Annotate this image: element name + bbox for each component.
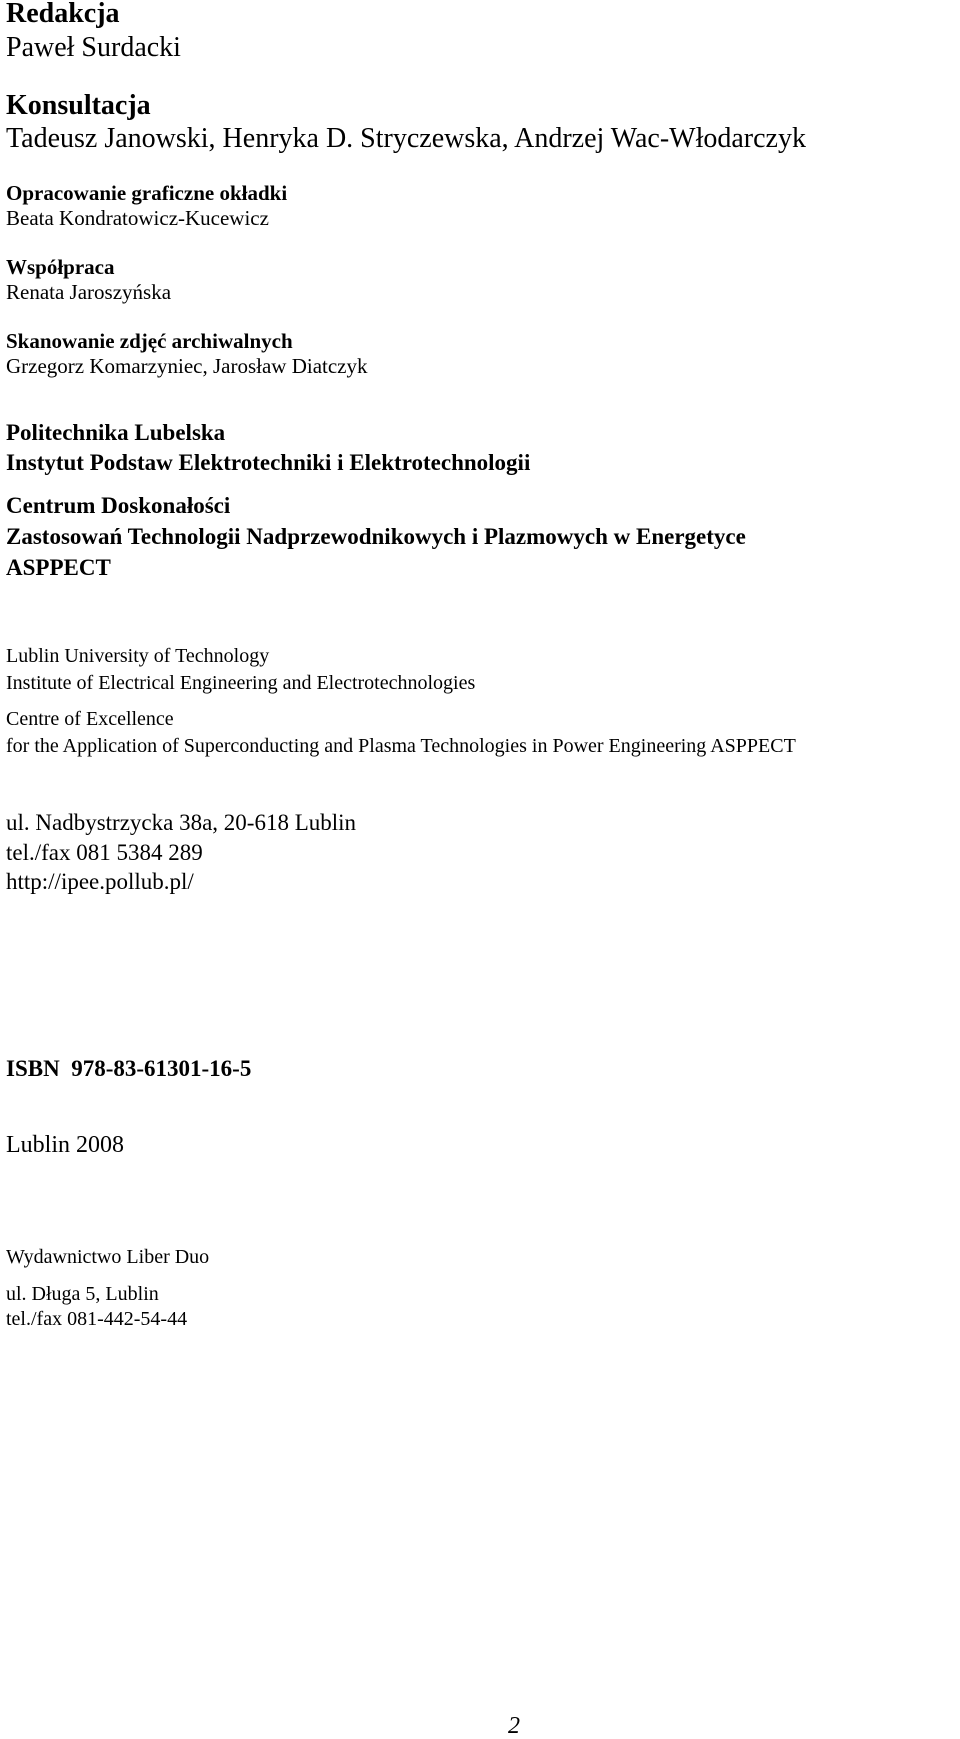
publisher-name: Wydawnictwo Liber Duo <box>6 1246 210 1268</box>
cooperation-name: Renata Jaroszyńska <box>6 280 172 304</box>
scanning-label: Skanowanie zdjęć archiwalnych <box>6 329 293 353</box>
institute-en: Institute of Electrical Engineering and Electrotechnologies <box>6 672 476 694</box>
centre-full-pl: Zastosowań Technologii Nadprzewodnikowych i Plazmowych w Energetyce <box>6 524 746 549</box>
contact-website[interactable]: http://ipee.pollub.pl/ <box>6 869 194 894</box>
contact-address: ul. Nadbystrzycka 38a, 20-618 Lublin <box>6 810 357 835</box>
scanning-names: Grzegorz Komarzyniec, Jarosław Diatczyk <box>6 354 368 378</box>
centre-en: Centre of Excellence <box>6 708 174 730</box>
isbn: ISBN 978-83-61301-16-5 <box>6 1056 252 1081</box>
centre-full-en: for the Application of Superconducting and Plasma Technologies in Power Engineering ASPPECT <box>6 735 796 757</box>
acronym-pl: ASPPECT <box>6 555 111 580</box>
publisher-phone: tel./fax 081-442-54-44 <box>6 1308 188 1330</box>
consultation-label: Konsultacja <box>6 90 151 121</box>
centre-pl: Centrum Doskonałości <box>6 493 231 518</box>
cover-design-name: Beata Kondratowicz-Kucewicz <box>6 206 269 230</box>
publisher-address: ul. Długa 5, Lublin <box>6 1283 159 1305</box>
contact-phone: tel./fax 081 5384 289 <box>6 840 203 865</box>
university-pl: Politechnika Lubelska <box>6 420 226 445</box>
consultation-names: Tadeusz Janowski, Henryka D. Stryczewska, Andrzej Wac-Włodarczyk <box>6 123 806 154</box>
university-en: Lublin University of Technology <box>6 645 270 667</box>
cooperation-label: Współpraca <box>6 255 115 279</box>
institute-pl: Instytut Podstaw Elektrotechniki i Elektrotechnologii <box>6 450 531 475</box>
place-year: Lublin 2008 <box>6 1132 124 1158</box>
editor-name: Paweł Surdacki <box>6 32 181 63</box>
cover-design-label: Opracowanie graficzne okładki <box>6 181 288 205</box>
page-number: 2 <box>508 1713 520 1739</box>
editor-label: Redakcja <box>6 0 120 29</box>
